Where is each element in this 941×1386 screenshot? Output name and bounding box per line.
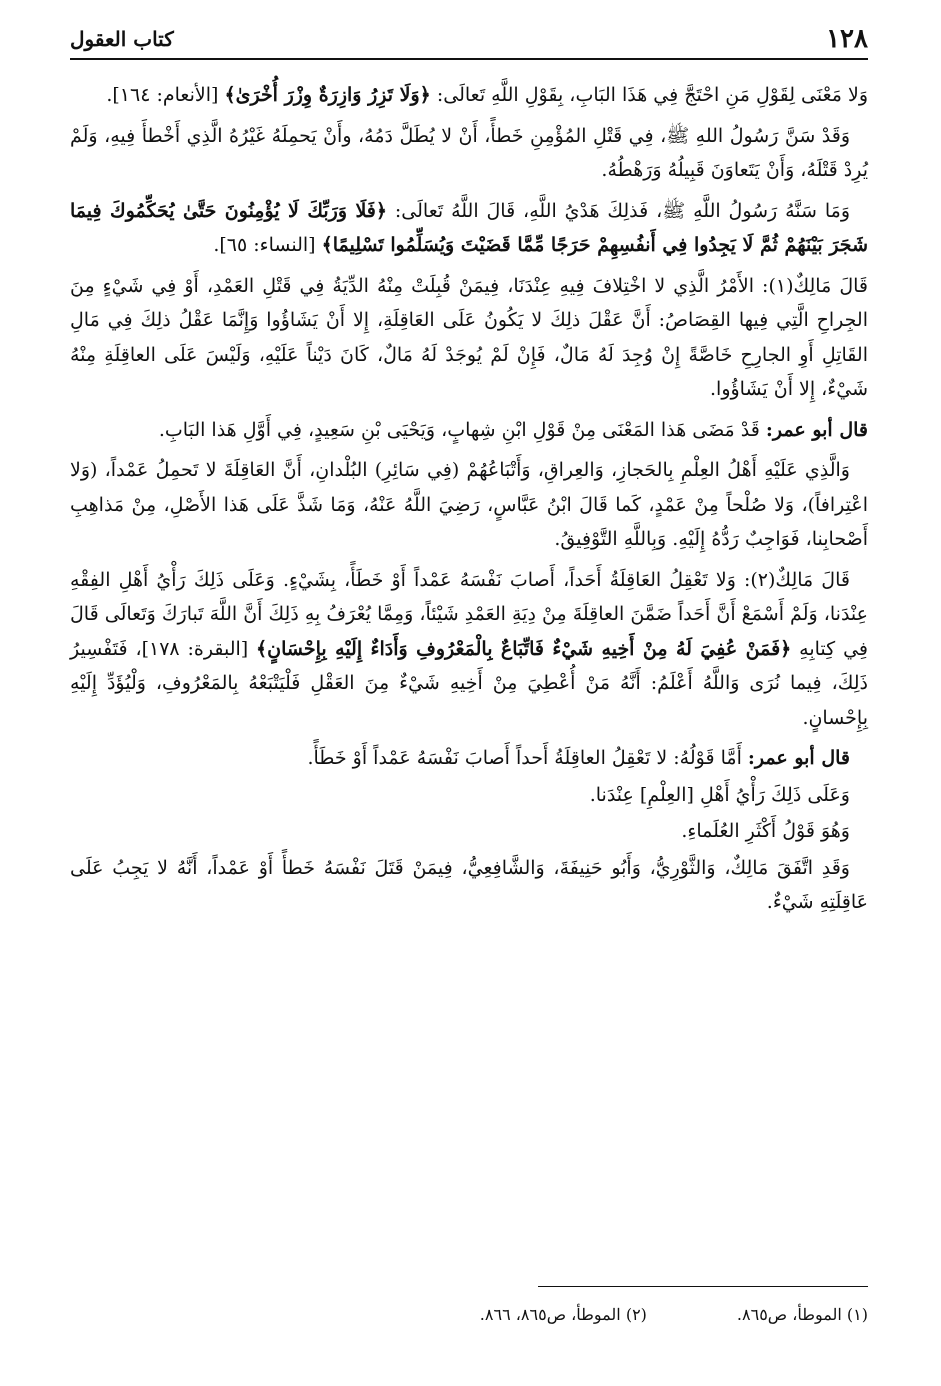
paragraph-1 xyxy=(70,78,868,113)
page-header xyxy=(70,20,868,60)
verse-citation: [الأنعام: ١٦٤]. xyxy=(106,84,219,106)
paragraph-9 xyxy=(70,778,868,813)
footnote-divider xyxy=(538,1286,868,1287)
book-title: كتاب العقول xyxy=(70,27,174,51)
paragraph-text: وَلا مَعْنَى لِقَوْلِ مَنِ احْتَجَّ فِي هَذَا البَابِ، بِقَوْلِ اللَّهِ تَعالَى: xyxy=(436,84,868,106)
paragraph-text: وَهُوَ قَوْلُ أَكْثَرِ العُلَماءِ. xyxy=(681,820,850,842)
speaker-label: قال أبو عمر: xyxy=(747,747,850,769)
speaker-label: قال أبو عمر: xyxy=(765,418,868,441)
paragraph-text: قَالَ مَالِكٌ(٢): وَلا تَعْقِلُ العَاقِلَةُ أَحَداً، أَصابَ نَفْسَهُ عَمْداً أَوْ خَطَأً، بِشَيْءٍ. وَعَلَى ذَلِكَ رَأْيُ أَهْلِ الفِقْهِ عِنْدَنا، وَلَمْ أَسْمَعْ أَنَّ أَحَداً ضَمَّنَ العاقِلَةَ مِنْ دِيَةِ العَمْدِ شَيْئاً، وَمِمَّا يُعْرَفُ بِهِ ذَلِكَ أَنَّ اللَّهَ تَبارَكَ وَتَعالَى قَالَ فِي كِتابِهِ xyxy=(70,568,868,660)
book-page xyxy=(70,20,868,1360)
paragraph-text: أَمَّا قَوْلُهُ: لا تَعْقِلُ العاقِلَةُ أَحداً أَصابَ نَفْسَهُ عَمْداً أَوْ خَطَأً. xyxy=(307,747,742,769)
verse-citation: [النساء: ٦٥]. xyxy=(213,234,316,256)
paragraph-text: وَمَا سَنَّهُ رَسُولُ اللَّهِ ﷺ، فَذلِكَ هَدْيُ اللَّهِ، قَالَ اللَّهُ تَعالَى: xyxy=(394,199,850,222)
footnote-2: (٢) الموطأ، ص٨٦٥، ٨٦٦. xyxy=(479,1305,647,1324)
paragraph-text: قَدْ مَضَى هَذا المَعْنَى مِنْ قَوْلِ ابْنِ شِهابٍ، وَيَحْيَى بْنِ سَعِيدٍ، فِي أَوَّلِ هَذا البَابِ. xyxy=(158,418,760,441)
quran-verse: ﴿فَلَا وَرَبِّكَ لَا يُؤْمِنُونَ حَتَّىٰ يُحَكِّمُوكَ فِيمَا شَجَرَ بَيْنَهُمْ ثُمَّ لَا يَجِدُوا فِي أَنفُسِهِمْ حَرَجًا مِّمَّا قَضَيْتَ وَيُسَلِّمُوا تَسْلِيمًا﴾ xyxy=(70,199,868,256)
paragraph-10 xyxy=(70,814,868,849)
quran-verse: ﴿فَمَنْ عُفِيَ لَهُ مِنْ أَخِيهِ شَيْءٌ فَاتِّبَاعٌ بِالْمَعْرُوفِ وَأَدَاءٌ إِلَيْهِ بِإِحْسَانٍ﴾ xyxy=(256,637,792,660)
quran-verse: ﴿وَلَا تَزِرُ وَازِرَةٌ وِزْرَ أُخْرَىٰ﴾ xyxy=(224,84,431,106)
paragraph-4 xyxy=(70,269,868,407)
paragraph-text: وَالَّذِي عَلَيْهِ أَهْلُ العِلْمِ بِالحَجازِ، وَالعِراقِ، وَأَتْبَاعُهُمْ (فِي سَائِرِ) البُلْدانِ، أَنَّ العَاقِلَةَ لا تَحمِلُ عَمْداً، (وَلا اعْتِرافاً)، وَلا صُلْحاً مِنْ عَمْدٍ، كَما قَالَ ابْنُ عَبَّاسٍ، رَضِيَ اللَّهُ عَنْهُ، وَمَا شَذَّ عَلَى هَذا الأَصْلِ، مِنْ مَذاهِبِ أَصْحابِنا، فَوَاجِبٌ رَدُّهُ إِلَيْهِ. وَبِاللَّهِ التَّوْفِيقُ. xyxy=(70,459,868,550)
paragraph-2 xyxy=(70,119,868,188)
paragraph-8 xyxy=(70,741,868,776)
paragraph-5 xyxy=(70,413,868,448)
page-number: ١٢٨ xyxy=(826,24,868,54)
paragraph-text: قَالَ مَالِكٌ(١): الأَمْرُ الَّذِي لا اخْتِلافَ فِيهِ عِنْدَنَا، فِيمَنْ قُبِلَتْ مِنْهُ الدِّيَةُ فِي قَتْلِ العَمْدِ، أَوْ فِي شَيْءٍ مِنَ الجِراحِ الَّتِي فِيها القِصَاصُ: أَنَّ عَقْلَ ذلِكَ لا يَكُونُ عَلَى العَاقِلَةِ، إِلا أَنْ يَشَاؤُوا وَإِنَّمَا عَقْلُ ذلِكَ فِي مَالِ القَاتِلِ أَوِ الجارِحِ خَاصَّةً إِنْ وُجِدَ لَهُ مَالٌ، فَإِنْ لَمْ يُوجَدْ لَهُ مَالٌ، كَانَ دَيْناً عَلَيْهِ، وَلَيْسَ عَلَى العاقِلَةِ مِنْهُ شَيْءٌ، إِلا أَنْ يَشَاؤُوا. xyxy=(70,274,868,400)
page-body xyxy=(70,78,868,920)
paragraph-11 xyxy=(70,851,868,920)
paragraph-text: وَعَلَى ذَلِكَ رَأْيُ أَهْلِ [العِلْمِ] عِنْدَنا. xyxy=(589,783,850,806)
paragraph-3 xyxy=(70,194,868,263)
footnotes xyxy=(70,1302,868,1328)
paragraph-text: وَقَدْ سَنَّ رَسُولُ اللهِ ﷺ، فِي قَتْلِ المُؤْمِنِ خَطأً، أَنْ لا يُطَلَّ دَمُهُ، وأَنْ يَحمِلَهُ غَيْرُهُ الَّذِي أَخْطأَ فِيهِ، وَلَمْ يُرِدْ قَتْلَهُ، وَأَنْ يَتَعاوَنَ قَبِيلُهُ وَرَهْطُهُ. xyxy=(70,124,868,181)
paragraph-6 xyxy=(70,453,868,557)
paragraph-text: وَقَدِ اتَّفَقَ مَالِكٌ، وَالثَّوْرِيُّ، وَأَبُو حَنِيفَةَ، وَالشَّافِعِيُّ، فِيمَنْ قَتَلَ نَفْسَهُ خَطأً أَوْ عَمْداً، أَنَّهُ لا يَجِبُ عَلَى عَاقِلَتِهِ شَيْءٌ. xyxy=(70,856,868,913)
footnote-1: (١) الموطأ، ص٨٦٥. xyxy=(736,1305,868,1324)
verse-citation: [البقرة: ١٧٨]، فَتَفْسِيرُ ذَلِكَ، فِيما نُرَى وَاللَّهُ أَعْلَمُ: أَنَّهُ مَنْ أُعْطِيَ مِنْ أَخِيهِ شَيْءٌ مِنَ العَقْلِ فَلْيَتْبَعْهُ بِالمَعْرُوفِ، وَلْيُؤَدِّ إِلَيْهِ بِإِحْسانٍ. xyxy=(70,637,868,729)
paragraph-7 xyxy=(70,563,868,736)
